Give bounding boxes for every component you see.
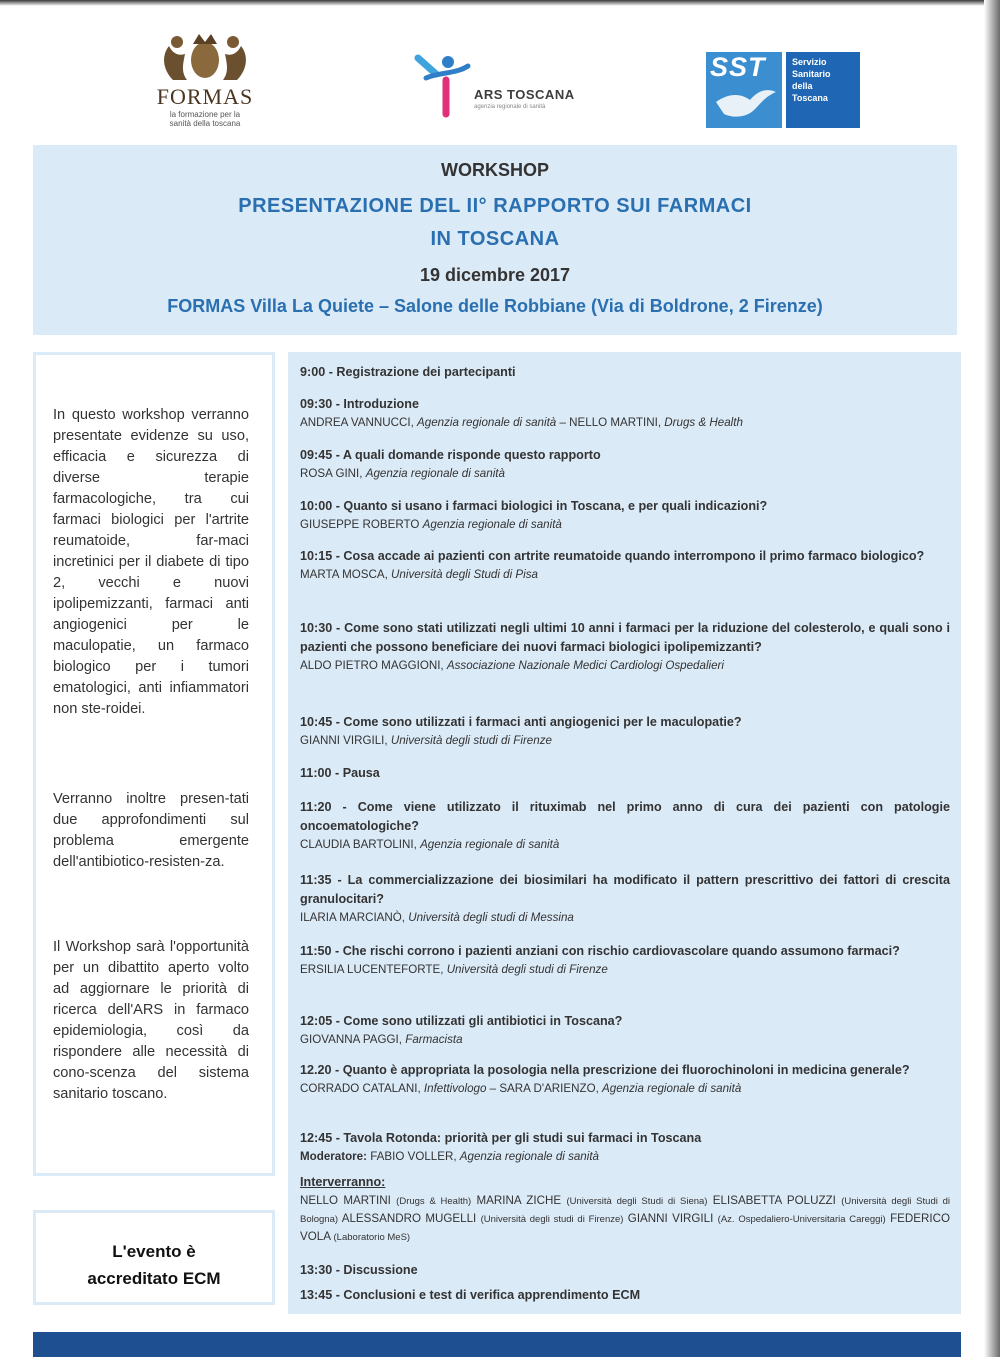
program-item (300, 1286, 950, 1305)
program-item (300, 798, 950, 853)
formas-crest-icon (155, 30, 255, 82)
program-item-speaker: GIOVANNA PAGGI, Farmacista (300, 1033, 463, 1046)
header-kicker: WORKSHOP (441, 160, 549, 180)
event-venue: FORMAS Villa La Quiete – Salone delle Robbiane (Via di Boldrone, 2 Firenze) (167, 296, 823, 316)
ars-wordmark: ARS TOSCANA (474, 87, 575, 102)
program-item-speaker: GIUSEPPE ROBERTO Agenzia regionale di sanità (300, 518, 562, 531)
sst-logo (706, 52, 860, 128)
ars-figure-icon (412, 52, 472, 122)
sst-emblem (706, 52, 782, 128)
event-date: 19 dicembre 2017 (419, 265, 571, 285)
panelists-list: NELLO MARTINI (Drugs & Health) MARINA ZICHE (Università degli Studi di Siena) ELISABETTA POLUZZI (Università degli Studi di Bologna) ALESSANDRO MUGELLI (Università degli studi di Firenze) GIANNI VIRGILI (Az. Ospedaliero-Universitaria Careggi) FEDERICO VOLA (Laboratorio MeS) (300, 1194, 950, 1243)
program-item-title: 9:00 - Registrazione dei partecipanti (300, 365, 516, 379)
program-item-title: 10:00 - Quanto si usano i farmaci biologici in Toscana, e per quali indicazioni? (300, 499, 768, 513)
program-item-title: 13:45 - Conclusioni e test di verifica apprendimento ECM (300, 1288, 641, 1302)
description-paragraph-2: Verranno inoltre presen-tati due approfondimenti sul problema emergente dell'antibiotico-resisten-za. (53, 791, 249, 870)
sst-letters: SST (710, 52, 766, 82)
program-item-title: 09:30 - Introduzione (300, 397, 419, 411)
program-item-speaker: ROSA GINI, Agenzia regionale di sanità (300, 467, 505, 480)
program-item (300, 547, 950, 583)
program-item-speaker: ILARIA MARCIANÒ, Università degli studi di Messina (300, 911, 574, 924)
program-item (300, 871, 950, 926)
program-item-speaker: MARTA MOSCA, Università degli Studi di Pisa (300, 568, 538, 581)
sst-name: Servizio Sanitario della Toscana (786, 52, 860, 128)
right-edge-shadow (984, 0, 1000, 1357)
program-item-moderator: Moderatore: FABIO VOLLER, Agenzia regionale di sanità (300, 1150, 600, 1163)
sst-bird-icon (706, 52, 782, 128)
program-item-title: 12:45 - Tavola Rotonda: priorità per gli studi sui farmaci in Toscana (300, 1131, 702, 1145)
program-item-title: 11:35 - La commercializzazione dei biosimilari ha modificato il pattern prescrittivo dei fattori di crescita granulocitari? (300, 873, 950, 906)
program-item (300, 1012, 950, 1048)
description-box (33, 352, 275, 1176)
program-item (300, 446, 950, 482)
program-item (300, 363, 950, 382)
program-item-title: 13:30 - Discussione (300, 1263, 418, 1277)
formas-tagline: la formazione per la sanità della toscana (169, 110, 241, 128)
program-item-title: 12:05 - Come sono utilizzati gli antibiotici in Toscana? (300, 1014, 623, 1028)
program-item-title: 12.20 - Quanto è appropriata la posologia nella prescrizione dei fluorochinoloni in medicina generale? (300, 1063, 910, 1077)
program-item (300, 497, 950, 533)
ars-toscana-logo (412, 52, 582, 122)
event-header (33, 145, 957, 335)
program-item-speaker: ERSILIA LUCENTEFORTE, Università degli studi di Firenze (300, 963, 608, 976)
formas-wordmark: FORMAS (156, 84, 254, 109)
program-item (300, 764, 950, 783)
header-title-line2: IN TOSCANA (430, 228, 560, 250)
program-item (300, 1061, 950, 1097)
program-item-speaker: ALDO PIETRO MAGGIONI, Associazione Nazionale Medici Cardiologi Ospedalieri (300, 659, 724, 672)
program-item-speaker: CORRADO CATALANI, Infettivologo – SARA D'ARIENZO, Agenzia regionale di sanità (300, 1082, 742, 1095)
top-edge-shadow (0, 0, 1000, 6)
program-panel (288, 352, 961, 1314)
program-item-speaker: GIANNI VIRGILI, Università degli studi di Firenze (300, 734, 552, 747)
program-item-title: 11:20 - Come viene utilizzato il rituximab nel primo anno di cura dei pazienti con patologie oncoematologiche? (300, 800, 950, 833)
program-item-title: 10:15 - Cosa accade ai pazienti con artrite reumatoide quando interrompono il primo farmaco biologico? (300, 549, 925, 563)
ecm-accreditation-box (33, 1210, 275, 1305)
program-item-title: 11:00 - Pausa (300, 766, 380, 780)
program-item-title: 11:50 - Che rischi corrono i pazienti anziani con rischio cardiovascolare quando assumono farmaci? (300, 944, 900, 958)
program-item (300, 619, 950, 674)
program-item-title: 10:45 - Come sono utilizzati i farmaci anti angiogenici per le maculopatie? (300, 715, 742, 729)
footer-bar (33, 1332, 961, 1357)
description-paragraph-3: Il Workshop sarà l'opportunità per un dibattito aperto volto ad aggiornare le priorità di ricerca dell'ARS in farmaco epidemiologia, così da rispondere alle necessità di cono-scenza del sistema sanitario toscano. (53, 939, 249, 1102)
description-paragraph-1: In questo workshop verranno presentate evidenze su uso, efficacia e sicurezza di diverse terapie farmacologiche, tra cui farmaci biologici per l'artrite reumatoide, far-maci incretinici per il diabete di tipo 2, vecchi e nuovi ipolipemizzanti, farmaci anti angiogenici per le maculopatie, un farmaco biologico per i tumori ematologici, anti infiammatori non ste-roidei. (53, 407, 249, 717)
program-item (300, 1129, 950, 1165)
ecm-text: L'evento è accreditato ECM (87, 1242, 221, 1288)
program-item-speaker: ANDREA VANNUCCI, Agenzia regionale di sanità – NELLO MARTINI, Drugs & Health (300, 416, 743, 429)
program-item (300, 942, 950, 978)
ars-subtitle: agenzia regionale di sanità (474, 104, 546, 110)
program-item-speaker: CLAUDIA BARTOLINI, Agenzia regionale di sanità (300, 838, 560, 851)
program-item (300, 395, 950, 431)
program-item (300, 1173, 950, 1246)
formas-logo (140, 30, 270, 135)
header-title-line1: PRESENTAZIONE DEL II° RAPPORTO SUI FARMACI (238, 195, 752, 217)
program-item (300, 713, 950, 749)
program-item-title: 09:45 - A quali domande risponde questo rapporto (300, 448, 601, 462)
panelists-heading: Interverranno: (300, 1175, 386, 1189)
program-item (300, 1261, 950, 1280)
program-item-title: 10:30 - Come sono stati utilizzati negli ultimi 10 anni i farmaci per la riduzione del colesterolo, e quali sono i pazienti che possono beneficiare dei nuovi farmaci biologici ipolipemizzanti? (300, 621, 950, 654)
